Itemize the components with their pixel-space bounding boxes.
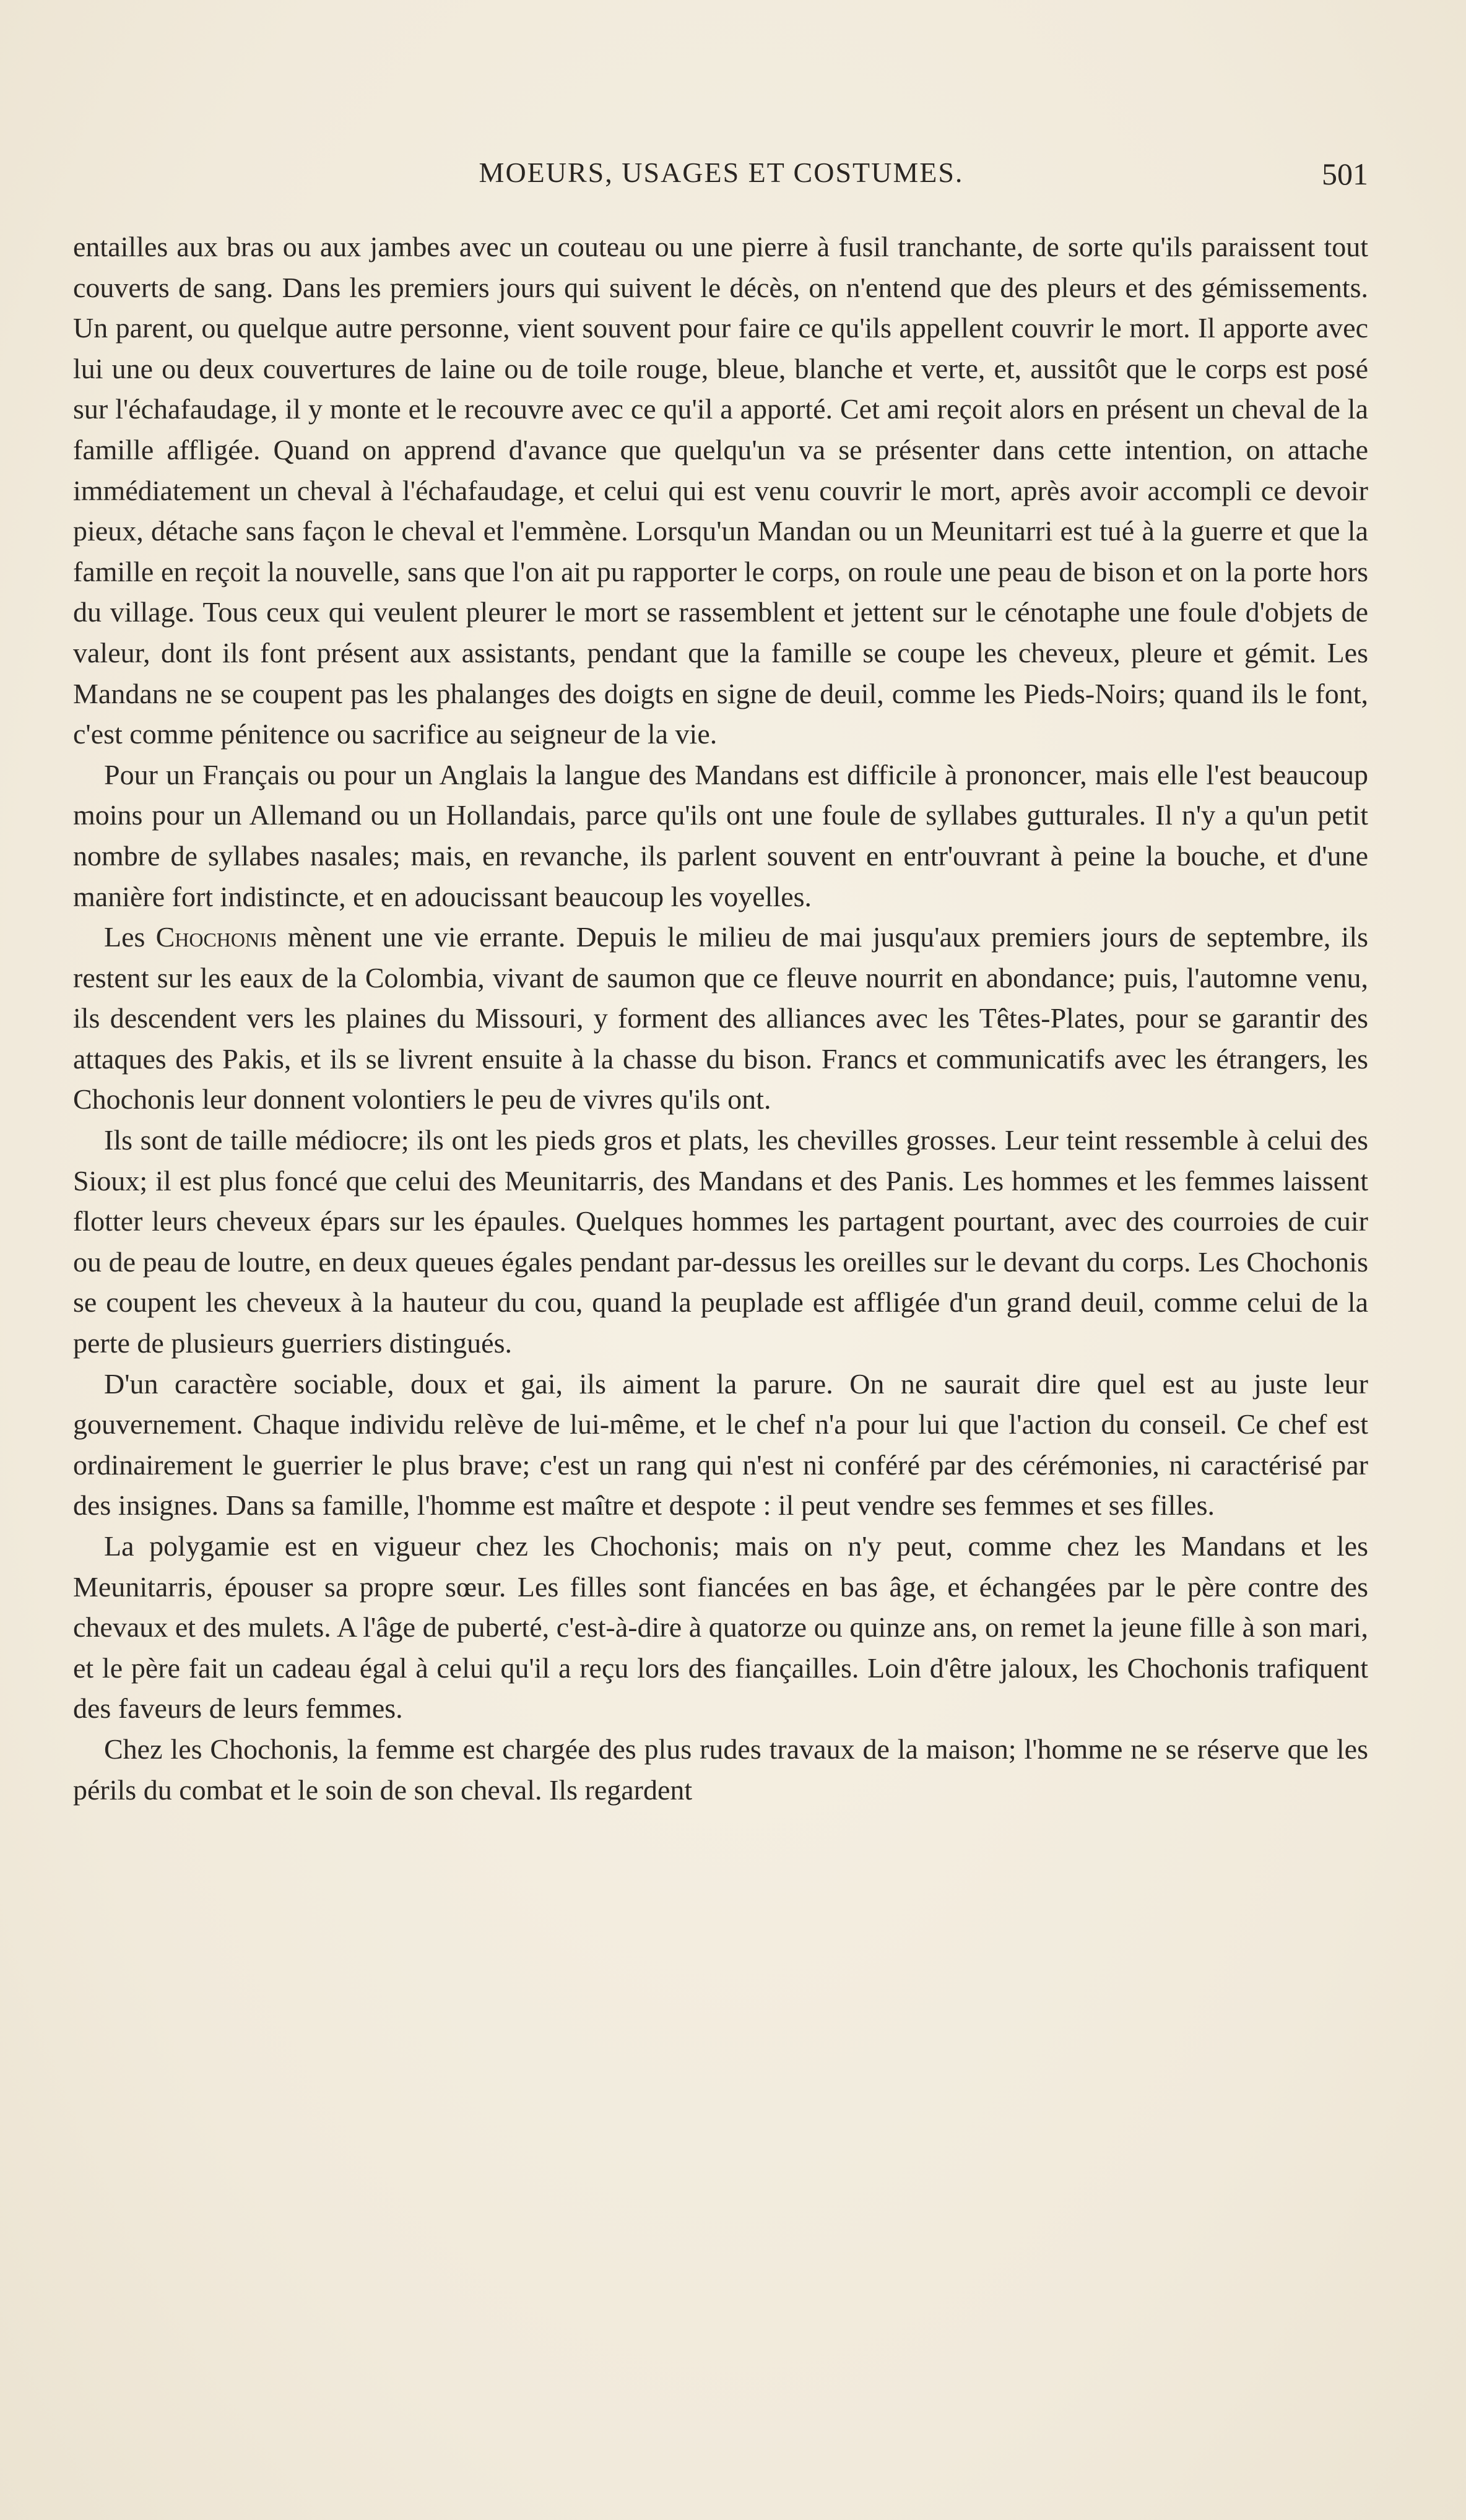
paragraph-6: La polygamie est en vigueur chez les Chochonis; mais on n'y peut, comme chez les Mandans et les Meunitarris, épouser sa propre sœur. Les filles sont fiancées en bas âge, et échangées par le père contre des chevaux et des mulets. A l'âge de puberté, c'est-à-dire à quatorze ou quinze ans, on remet la jeune fille à son mari, et le père fait un cadeau égal à celui qu'il a reçu lors des fiançailles. Loin d'être jaloux, les Chochonis trafiquent des faveurs de leurs femmes. (73, 1530, 1368, 1725)
body-text (73, 227, 1368, 1810)
paragraph-2: Pour un Français ou pour un Anglais la langue des Mandans est difficile à prononcer, mais elle l'est beaucoup moins pour un Allemand ou un Hollandais, parce qu'ils ont une foule de syllabes gutturales. Il n'y a qu'un petit nombre de syllabes nasales; mais, en revanche, ils parlent souvent en entr'ouvrant à peine la bouche, et d'une manière fort indistincte, et en adoucissant beaucoup les voyelles. (73, 758, 1368, 912)
paragraph-1: entailles aux bras ou aux jambes avec un couteau ou une pierre à fusil tranchante, de sorte qu'ils paraissent tout couverts de sang. Dans les premiers jours qui suivent le décès, on n'entend que des pleurs et des gémissements. Un parent, ou quelque autre personne, vient souvent pour faire ce qu'ils appellent couvrir le mort. Il apporte avec lui une ou deux couvertures de laine ou de toile rouge, bleue, blanche et verte, et, aussitôt que le corps est posé sur l'échafaudage, il y monte et le recouvre avec ce qu'il a apporté. Cet ami reçoit alors en présent un cheval de la famille affligée. Quand on apprend d'avance que quelqu'un va se présenter dans cette intention, on attache immédiatement un cheval à l'échafaudage, et celui qui est venu couvrir le mort, après avoir accompli ce devoir pieux, détache sans façon le cheval et l'emmène. Lorsqu'un Mandan ou un Meunitarri est tué à la guerre et que la famille en reçoit la nouvelle, sans que l'on ait pu rapporter le corps, on roule une peau de bison et on la porte hors du village. Tous ceux qui veulent pleurer le mort se rassemblent et jettent sur le cénotaphe une foule d'objets de valeur, dont ils font présent aux assistants, pendant que la famille se coupe les cheveux, pleure et gémit. Les Mandans ne se coupent pas les phalanges des doigts en signe de deuil, comme les Pieds-Noirs; quand ils le font, c'est comme pénitence ou sacrifice au seigneur de la vie. (73, 231, 1368, 750)
page-number: 501 (1322, 157, 1368, 191)
paragraph-5: D'un caractère sociable, doux et gai, ils aiment la parure. On ne saurait dire quel est au juste leur gouvernement. Chaque individu relève de lui-même, et le chef n'a pour lui que l'action du conseil. Ce chef est ordinairement le guerrier le plus brave; c'est un rang qui n'est ni conféré par des cérémonies, ni caractérisé par des insignes. Dans sa famille, l'homme est maître et despote : il peut vendre ses femmes et ses filles. (73, 1367, 1368, 1522)
paragraph-3-lead: Les (104, 921, 156, 953)
paragraph-3 (73, 917, 1368, 1120)
paragraph-4: Ils sont de taille médiocre; ils ont les pieds gros et plats, les chevilles grosses. Leur teint ressemble à celui des Sioux; il est plus foncé que celui des Meunitarris, des Mandans et des Panis. Les hommes et les femmes laissent flotter leurs cheveux épars sur les épaules. Quelques hommes les partagent pourtant, avec des courroies de cuir ou de peau de loutre, en deux queues égales pendant par-dessus les oreilles sur le devant du corps. Les Chochonis se coupent les cheveux à la hauteur du cou, quand la peuplade est affligée d'un grand deuil, comme celui de la perte de plusieurs guerriers distingués. (73, 1124, 1368, 1359)
paragraph-7: Chez les Chochonis, la femme est chargée des plus rudes travaux de la maison; l'homme ne se réserve que les périls du combat et le soin de son cheval. Ils regardent (73, 1733, 1368, 1806)
paragraph-3-smallcaps-name: Chochonis (155, 921, 277, 953)
running-title: MOEURS, USAGES ET COSTUMES. (479, 157, 964, 188)
page-header (74, 156, 1368, 199)
paragraph-3-text: mènent une vie errante. Depuis le milieu de mai jusqu'aux premiers jours de septembre, ils restent sur les eaux de la Colombia, vivant de saumon que ce fleuve nourrit en abondance; puis, l'automne venu, ils descendent vers les plaines du Missouri, y forment des alliances avec les Têtes-Plates, pour se garantir des attaques des Pakis, et ils se livrent ensuite à la chasse du bison. Francs et communicatifs avec les étrangers, les Chochonis leur donnent volontiers le peu de vivres qu'ils ont. (73, 921, 1368, 1115)
